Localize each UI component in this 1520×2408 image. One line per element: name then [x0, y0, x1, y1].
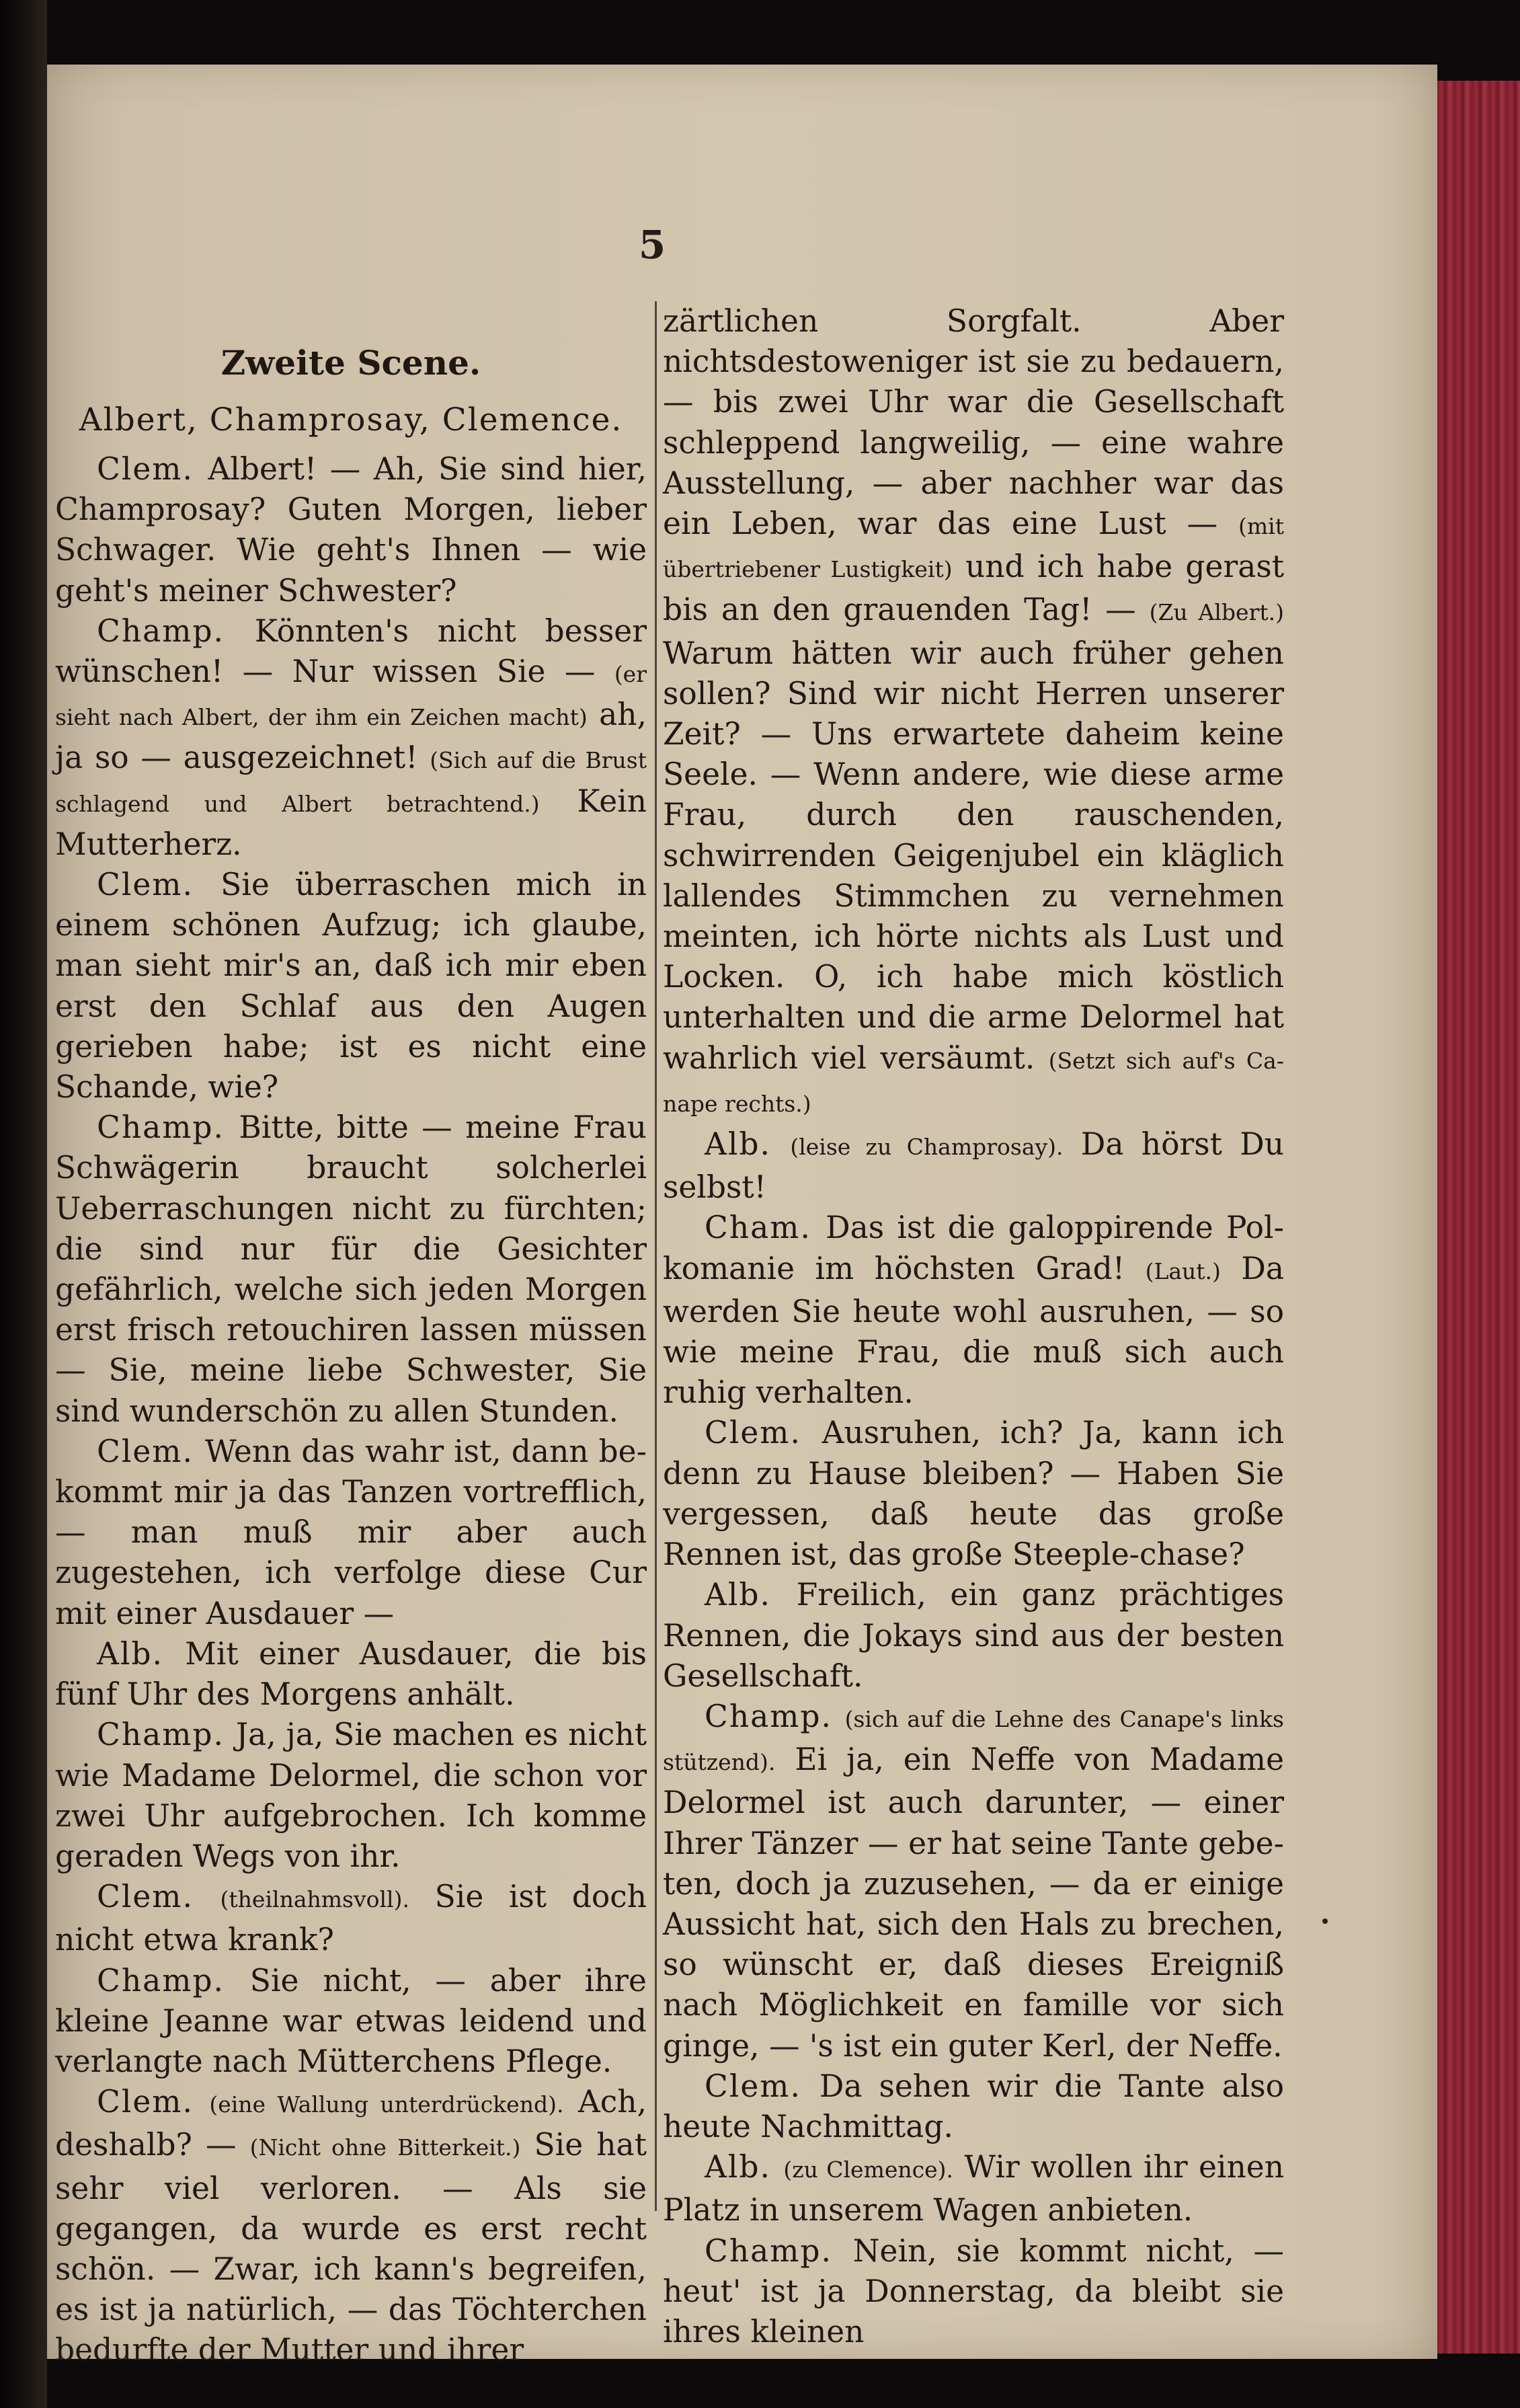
speaker-name: Clem. — [705, 1415, 822, 1451]
speaker-name: Clem. — [97, 1879, 221, 1915]
stage-direction: (sich auf die Lehne des Canape's links stützend). — [663, 1705, 1284, 1776]
ink-speck — [1322, 1918, 1328, 1924]
dialogue-text: Ausruhen, ich? Ja, kann ich denn zu Hause bleiben? — Haben Sie vergessen, daß heute das große Rennen ist, das große Steeple-chase? — [663, 1415, 1285, 1573]
speaker-name: Clem. — [97, 1433, 205, 1469]
dialogue-paragraph — [663, 1208, 1284, 1413]
speaker-name: Champ. — [705, 1698, 845, 1734]
stage-direction: (Nicht ohne Bitterkeit.) — [249, 2134, 521, 2161]
dialogue-text: Ach, deshalb? — — [55, 2084, 647, 2163]
stage-direction: (Zu Albert.) — [1149, 599, 1284, 626]
dialogue-paragraph — [663, 2066, 1284, 2147]
stage-direction: (leise zu Champrosay). — [790, 1134, 1064, 1161]
dialogue-paragraph — [663, 301, 1284, 1124]
speaker-name: Champ. — [97, 1962, 250, 1998]
dialogue-text: ah, ja so — ausgezeichnet! — [55, 697, 647, 776]
dialogue-text: Kein Mutterherz. — [55, 783, 647, 862]
stage-direction: (theilnahmsvoll). — [220, 1886, 409, 1913]
dialogue-paragraph — [55, 2082, 647, 2370]
dialogue-text: Warum hätten wir auch früher gehen sollen? Sind wir nicht Herren unserer Zeit? — Uns erwartete daheim keine Seele. — Wenn andere, wie diese arme Frau, durch den rauschenden, schwirrenden Geigenjubel ein kläglich lallendes Stimmchen zu vernehmen meinten, ich hörte nichts als Lust und Locken. O, ich habe mich köstlich unterhalten und die arme Delormel hat wahrlich viel versäumt. — [663, 635, 1284, 1076]
stage-direction: (zu Clemence). — [783, 2157, 954, 2183]
dialogue-text: Freilich, ein ganz prächtiges Rennen, die Jokays sind aus der besten Gesellschaft. — [663, 1577, 1284, 1694]
speaker-name: Alb. — [97, 1635, 186, 1672]
speaker-name: Alb. — [705, 1126, 791, 1163]
dialogue-paragraph — [663, 1124, 1284, 1208]
book-cover-edge — [1437, 81, 1520, 2354]
speaker-name: Champ. — [97, 1717, 236, 1753]
dialogue-text: Da werden Sie heute wohl ausruhen, — so wie meine Frau, die muß sich auch ruhig verhalten. — [663, 1250, 1284, 1411]
right-paragraphs — [663, 301, 1284, 2352]
dialogue-text: zärtlichen Sorgfalt. Aber nichtsdestoweniger ist sie zu bedauern, — bis zwei Uhr war die Gesellschaft schleppend langweilig, — eine wahre Ausstellung, — aber nachher war das ein Leben, war das eine Lust — — [663, 303, 1284, 542]
right-column — [663, 301, 1284, 2352]
dialogue-text: Ja, ja, Sie machen es nicht wie Madame Delormel, die schon vor zwei Uhr aufgebrochen. Ich komme geraden Wegs von ihr. — [55, 1717, 647, 1874]
dialogue-text: Sie ist doch nicht etwa krank? — [55, 1879, 647, 1958]
speaker-name: Clem. — [97, 2084, 210, 2120]
stage-direction: (Laut.) — [1145, 1257, 1221, 1284]
column-divider — [655, 301, 657, 2211]
left-binding-shadow — [0, 0, 47, 2408]
dialogue-text: Könnten's nicht besser wünschen! — Nur wissen Sie — — [55, 613, 647, 690]
speaker-name: Champ. — [705, 2232, 853, 2269]
dialogue-text: Ei ja, ein Neffe von Madame Delormel ist auch darunter, — einer Ihrer Tänzer — er hat seine Tante gebeten, doch ja zuzusehen, — da er einige Aussicht hat, sich den Hals zu brechen, so wünscht er, daß dieses Ereigniß nach Möglichkeit en famille vor sich ginge, — 's ist ein guter Kerl, der Neffe. — [663, 1742, 1284, 2064]
scene-title: Zweite Scene. — [221, 343, 481, 383]
stage-direction: (eine Wallung unterdrückend). — [209, 2091, 564, 2118]
dialogue-text: Nein, sie kommt nicht, — heut' ist ja Donnerstag, da bleibt sie ihres kleinen — [663, 2232, 1284, 2349]
stage-direction: (Sich auf die Brust schlagend und Albert betrachtend.) — [55, 747, 647, 817]
left-paragraphs — [55, 449, 647, 2371]
dialogue-text: Wir wollen ihr einen Platz in unserem Wagen anbieten. — [663, 2149, 1285, 2228]
dialogue-paragraph — [55, 1634, 647, 1715]
page-number: 5 — [638, 222, 666, 268]
dialogue-paragraph — [55, 1877, 647, 1960]
dialogue-text: Sie nicht, — aber ihre kleine Jeanne war etwas leidend und verlangte nach Mütterchens Pflege. — [55, 1962, 647, 2079]
dialogue-text: Wenn das wahr ist, dann bekommt mir ja das Tanzen vortrefflich, — man muß mir aber auch zugestehen, ich verfolge diese Cur mit einer Ausdauer — — [55, 1433, 647, 1631]
speaker-name: Champ. — [97, 613, 255, 649]
dialogue-paragraph — [55, 1961, 647, 2083]
dialogue-paragraph — [55, 1715, 647, 1877]
dialogue-text: Mit einer Ausdauer, die bis fünf Uhr des Morgens anhält. — [55, 1635, 647, 1713]
dialogue-text: und ich habe gerast bis an den grauenden Tag! — — [663, 549, 1284, 628]
dialogue-paragraph — [55, 865, 647, 1108]
speaker-name: Clem. — [97, 451, 208, 487]
stage-direction: (mit übertriebener Lustigkeit) — [663, 513, 1284, 583]
dialogue-paragraph — [663, 2147, 1284, 2230]
stage-direction: (er sieht nach Albert, der ihm ein Zeichen macht) — [55, 661, 647, 731]
speaker-name: Champ. — [97, 1110, 239, 1146]
dialogue-paragraph — [55, 611, 647, 865]
speaker-name: Alb. — [705, 2149, 784, 2185]
dialogue-paragraph — [663, 2231, 1284, 2353]
dialogue-text: Da hörst Du selbst! — [663, 1126, 1284, 1206]
speaker-name: Cham. — [705, 1210, 826, 1246]
cast-list: Albert, Champrosay, Clemence. — [79, 401, 623, 438]
dialogue-text: Sie überraschen mich in einem schönen Aufzug; ich glaube, man sieht mir's an, daß ich mir eben erst den Schlaf aus den Augen gerieben habe; ist es nicht eine Schande, wie? — [55, 867, 647, 1105]
dialogue-text: Das ist die galoppirende Polkomanie im höchsten Grad! — [663, 1210, 1284, 1286]
stage-direction: (Setzt sich auf's Canape rechts.) — [663, 1047, 1285, 1117]
speaker-name: Alb. — [705, 1577, 797, 1613]
dialogue-paragraph — [663, 1413, 1284, 1575]
dialogue-text: Bitte, bitte — meine Frau Schwägerin braucht solcherlei Ueberraschungen nicht zu fürchten; die sind nur für die Gesichter gefährlich, welche sich jeden Morgen erst frisch retouchiren lassen müssen — Sie, meine liebe Schwester, Sie sind wunderschön zu allen Stunden. — [55, 1110, 647, 1429]
dialogue-text: Da sehen wir die Tante also heute Nachmittag. — [663, 2068, 1284, 2144]
left-column — [55, 301, 647, 2371]
dialogue-text: Albert! — Ah, Sie sind hier, Champrosay? Guten Morgen, lieber Schwager. Wie geht's Ihnen — wie geht's meiner Schwester? — [55, 451, 647, 609]
dialogue-paragraph — [55, 1432, 647, 1634]
dialogue-text: Sie hat sehr viel verloren. — Als sie gegangen, da wurde es erst recht schön. — Zwar, ich kann's begreifen, es ist ja natürlich, — das Töchterchen bedurfte der Mutter und ihrer — [55, 2127, 647, 2368]
dialogue-paragraph — [663, 1575, 1284, 1697]
dialogue-paragraph — [663, 1697, 1284, 2066]
dialogue-paragraph — [55, 1108, 647, 1432]
speaker-name: Clem. — [97, 867, 221, 903]
dialogue-paragraph — [55, 449, 647, 611]
speaker-name: Clem. — [705, 2068, 819, 2104]
